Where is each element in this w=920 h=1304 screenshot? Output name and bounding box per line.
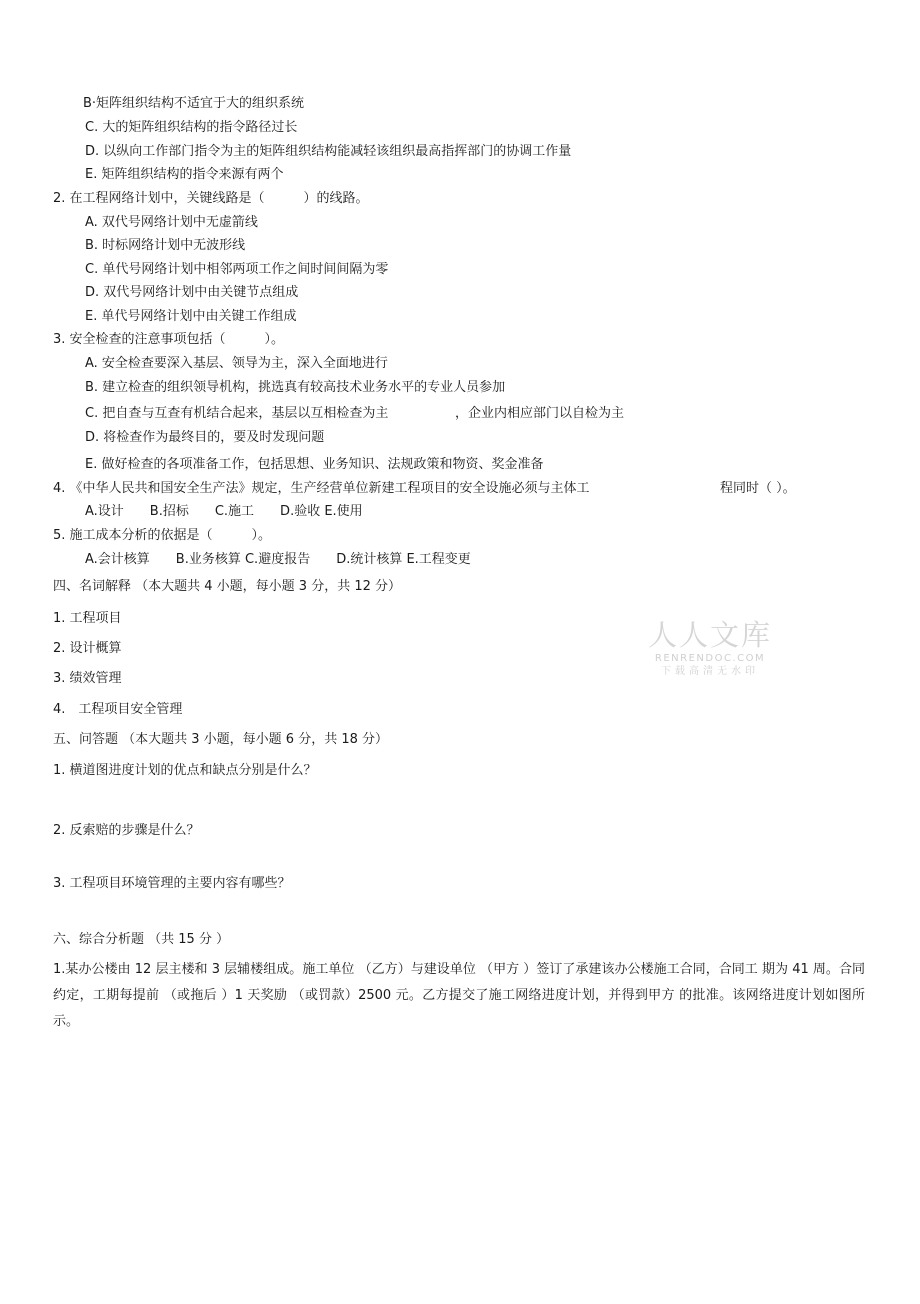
term-2: 2. 设计概算 bbox=[53, 641, 122, 656]
question-5: 5. 施工成本分析的依据是（ ）。 bbox=[53, 528, 272, 543]
q3-option-a: A. 安全检查要深入基层、领导为主，深入全面地进行 bbox=[85, 356, 388, 371]
term-1: 1. 工程项目 bbox=[53, 611, 122, 626]
term-4: 4. 工程项目安全管理 bbox=[53, 702, 183, 717]
essay-question-1: 1. 横道图进度计划的优点和缺点分别是什么？ bbox=[53, 763, 317, 778]
q1-option-b: B·矩阵组织结构不适宜于大的组织系统 bbox=[83, 96, 305, 111]
term-3: 3. 绩效管理 bbox=[53, 671, 122, 686]
section-5-heading: 五、问答题 （本大题共 3 小题，每小题 6 分，共 18 分） bbox=[53, 732, 389, 747]
q3-option-b: B. 建立检查的组织领导机构，挑选真有较高技术业务水平的专业人员参加 bbox=[85, 380, 506, 395]
essay-question-3: 3. 工程项目环境管理的主要内容有哪些？ bbox=[53, 876, 291, 891]
q3-option-d: D. 将检查作为最终目的，要及时发现问题 bbox=[85, 430, 325, 445]
watermark-title: 人人文库 bbox=[647, 618, 772, 652]
q2-option-c: C. 单代号网络计划中相邻两项工作之间时间间隔为零 bbox=[85, 262, 389, 277]
q3-option-e: E. 做好检查的各项准备工作，包括思想、业务知识、法规政策和物资、奖金准备 bbox=[85, 457, 544, 472]
q4-options: A.设计 B.招标 C.施工 D.验收 E.使用 bbox=[85, 504, 363, 519]
q5-options: A.会计核算 B.业务核算 C.避度报告 D.统计核算 E.工程变更 bbox=[85, 552, 471, 567]
section-6-heading: 六、综合分析题 （共 15 分 ） bbox=[53, 932, 230, 947]
q1-option-e: E. 矩阵组织结构的指令来源有两个 bbox=[85, 167, 284, 182]
q1-option-d: D. 以纵向工作部门指令为主的矩阵组织结构能减轻该组织最高指挥部门的协调工作量 bbox=[85, 144, 572, 159]
q2-option-d: D. 双代号网络计划中由关键节点组成 bbox=[85, 285, 299, 300]
q3-option-c: C. 把自查与互查有机结合起来，基层以互相检查为主 bbox=[85, 406, 389, 421]
q1-option-c: C. 大的矩阵组织结构的指令路径过长 bbox=[85, 120, 298, 135]
q2-option-b: B. 时标网络计划中无波形线 bbox=[85, 238, 246, 253]
q3-option-c-continued: ，企业内相应部门以自检为主 bbox=[455, 406, 625, 421]
question-2: 2. 在工程网络计划中，关键线路是（ ）的线路。 bbox=[53, 191, 369, 206]
question-3: 3. 安全检查的注意事项包括（ ）。 bbox=[53, 332, 285, 347]
q2-option-a: A. 双代号网络计划中无虚箭线 bbox=[85, 215, 258, 230]
question-4-continued: 程同时（ ）。 bbox=[720, 481, 796, 496]
essay-question-2: 2. 反索赔的步骤是什么？ bbox=[53, 823, 200, 838]
question-4: 4. 《中华人民共和国安全生产法》规定，生产经营单位新建工程项目的安全设施必须与主体工 bbox=[53, 481, 590, 496]
case-analysis-paragraph: 1.某办公楼由 12 层主楼和 3 层辅楼组成。施工单位 （乙方）与建设单位 （甲方 ）签订了承建该办公楼施工合同，合同工 期为 41 周。合同约定，工期每提前 （或拖后 ）1 天奖励 （或罚款）2500 元。乙方提交了施工网络进度计划，并得到甲方 的批准。该网络进度计划如图所示。 bbox=[53, 962, 865, 1029]
watermark-subtitle: 下载高清无水印 bbox=[661, 666, 759, 677]
section-4-heading: 四、名词解释 （本大题共 4 小题，每小题 3 分，共 12 分） bbox=[53, 579, 402, 594]
watermark-url: RENRENDOC.COM bbox=[654, 653, 766, 664]
q2-option-e: E. 单代号网络计划中由关键工作组成 bbox=[85, 309, 297, 324]
watermark-logo bbox=[645, 618, 775, 679]
